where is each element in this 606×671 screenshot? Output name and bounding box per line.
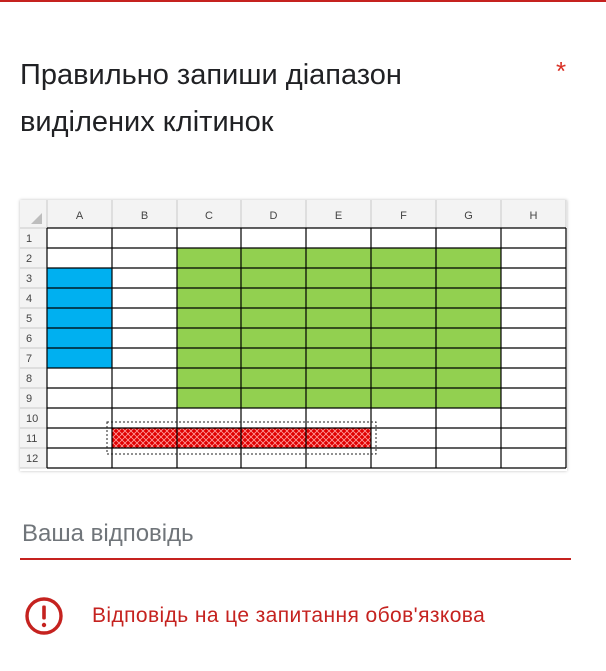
row-header-8: 8 [26, 373, 33, 385]
row-header-6: 6 [26, 333, 33, 345]
row-header-7: 7 [26, 353, 33, 365]
row-header-11: 11 [26, 433, 38, 445]
answer-input[interactable] [20, 510, 571, 560]
column-header-f: F [400, 210, 407, 222]
column-header-h: H [529, 210, 538, 222]
highlighted-range-1 [47, 268, 112, 368]
spreadsheet-image [20, 200, 567, 471]
validation-message: Відповідь на це запитання обов'язкова [92, 604, 486, 627]
spreadsheet-grid [20, 200, 567, 471]
column-header-c: C [205, 210, 213, 222]
question-title-line-1: Правильно запиши діапазон [20, 59, 402, 91]
row-header-2: 2 [26, 253, 33, 265]
row-header-9: 9 [26, 393, 33, 405]
column-header-bar [20, 200, 566, 228]
question-title [20, 52, 540, 146]
column-header-b: B [140, 210, 149, 222]
row-header-4: 4 [26, 293, 33, 305]
card-top-border [0, 0, 606, 2]
row-header-3: 3 [26, 273, 33, 285]
column-header-a: A [75, 210, 84, 222]
column-header-g: G [464, 210, 473, 222]
column-header-e: E [334, 210, 343, 222]
row-header-10: 10 [26, 413, 39, 425]
question-title-line-2: виділених клітинок [20, 106, 274, 138]
row-header-5: 5 [26, 313, 33, 325]
row-header-12: 12 [26, 453, 39, 465]
row-header-1: 1 [26, 233, 33, 245]
required-asterisk: * [556, 56, 567, 86]
validation-error [24, 595, 584, 637]
error-exclamation-icon [24, 596, 64, 636]
column-header-d: D [269, 210, 278, 222]
